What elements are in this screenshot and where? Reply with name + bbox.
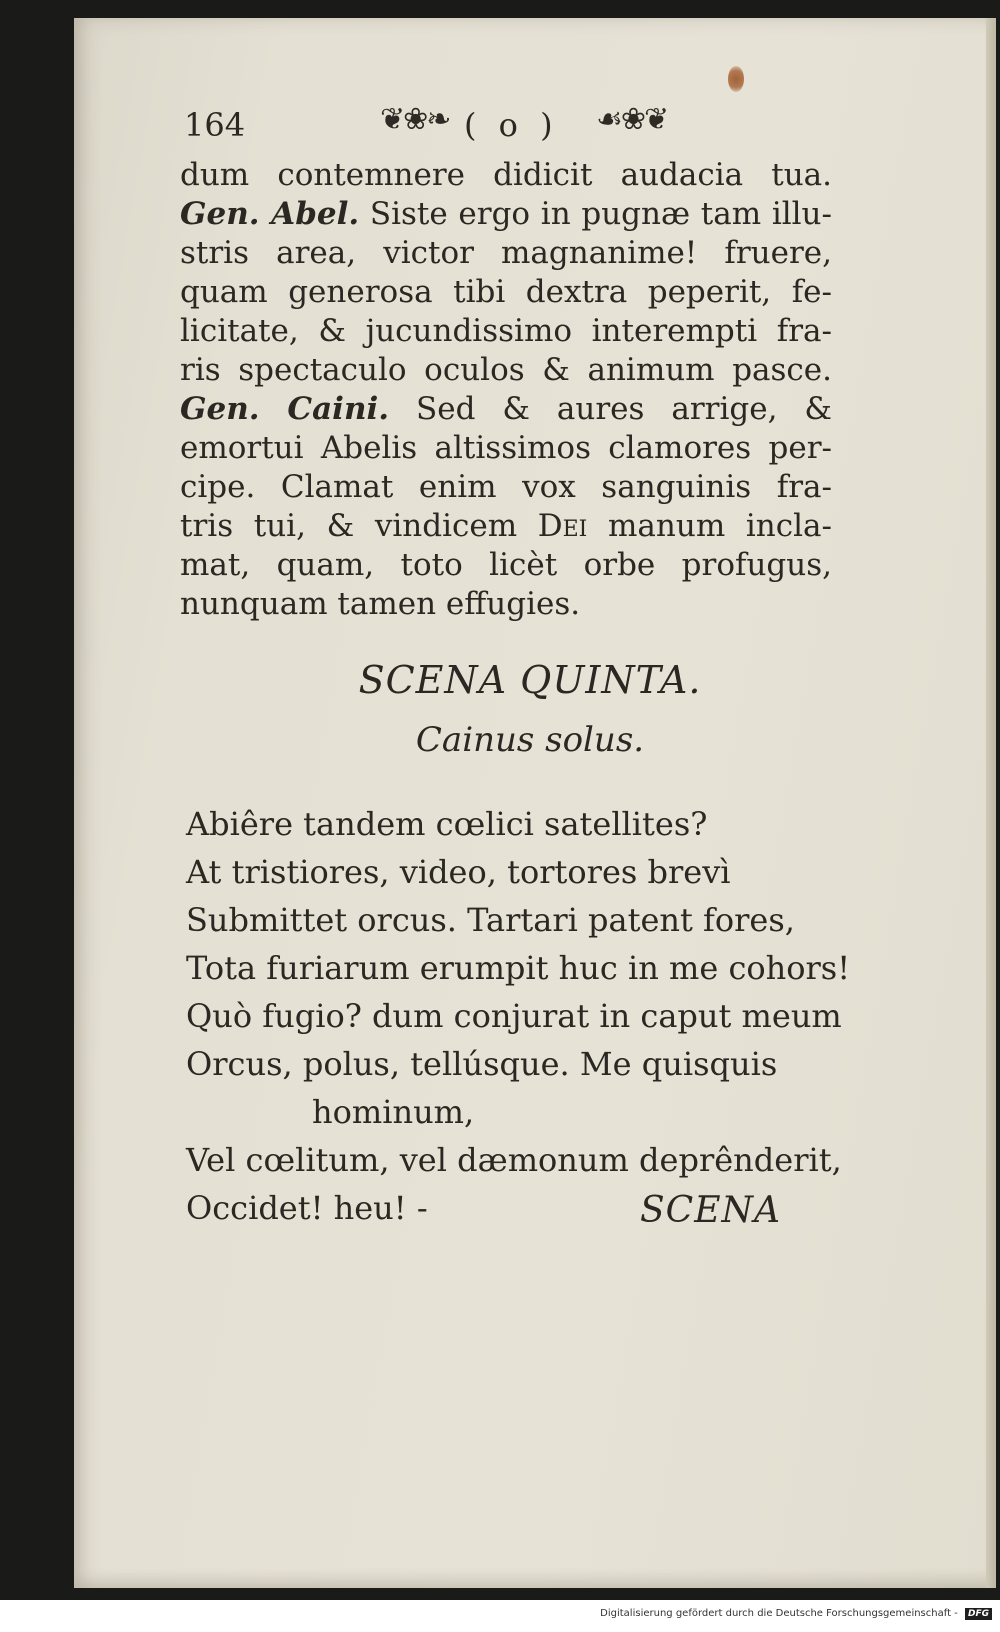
prose-text: mat, quam, toto licèt orbe profugus, [180,547,832,583]
verse-line: Vel cœlitum, vel dæmonum deprênderit, [186,1141,842,1179]
prose-text: manum incla- [587,508,832,544]
prose-line [180,351,832,390]
verse-line: Submittet orcus. Tartari patent fores, [186,901,795,939]
prose-text: cipe. Clamat enim vox sanguinis fra- [180,469,832,505]
speaker-label: Gen. Caini. [180,391,390,427]
verse-line: Orcus, polus, tellúsque. Me quisquis [186,1045,778,1083]
prose-line [180,195,832,234]
prose-text: tris tui, & vindicem [180,508,538,544]
prose-text: licitate, & jucundissimo interempti fra- [180,313,832,349]
prose-text: stris area, victor magnanime! fruere, [180,235,832,271]
prose-line [180,507,832,546]
small-caps-word: Dei [537,508,588,544]
ornament-right-icon: ☙❀❦ [596,102,668,137]
ornament-left-icon: ❦❀❧ [380,102,450,137]
prose-line [180,312,832,351]
prose-line [180,546,832,585]
prose-text: nunquam tamen effugies. [180,586,581,622]
prose-text: emortui Abelis altissimos clamores per- [180,430,832,466]
ink-stain [728,66,744,92]
running-head: ( o ) [464,106,559,144]
prose-text: Siste ergo in pugnæ tam illu- [359,196,832,232]
page-edge [986,18,996,1588]
catchword: SCENA [640,1190,781,1231]
prose-line [180,429,832,468]
page-header [184,100,724,150]
prose-line [180,585,832,624]
footer-credit: Digitalisierung gefördert durch die Deutsche Forschungsgemeinschaft - [600,1608,958,1619]
prose-line [180,468,832,507]
speaker-label: Gen. Abel. [180,196,360,232]
prose-text: quam generosa tibi dextra peperit, fe- [180,274,832,310]
digitization-footer [0,1608,992,1620]
verse-line: At tristiores, video, tortores brevì [186,853,731,891]
page-number: 164 [184,106,246,144]
verse-line: Tota furiarum erumpit huc in me cohors! [186,949,851,987]
prose-text: Sed & aures arrige, & [389,391,833,427]
verse-line: Occidet! heu! - [186,1189,428,1227]
scene-title: SCENA QUINTA. [358,658,702,702]
verse-line: Quò fugio? dum conjurat in caput meum [186,997,842,1035]
scene-subtitle: Cainus solus. [415,720,645,760]
dfg-logo-icon: DFG [965,1608,992,1620]
verse-block [186,800,866,1232]
prose-line [180,390,832,429]
prose-line [180,234,832,273]
prose-line [180,273,832,312]
prose-text: dum contemnere didicit audacia tua. [180,157,832,193]
prose-paragraph [180,156,832,624]
verse-line: Abiêre tandem cœlici satellites? [186,805,708,843]
prose-line [180,156,832,195]
prose-text: ris spectaculo oculos & animum pasce. [180,352,832,388]
verse-line: hominum, [312,1093,475,1131]
